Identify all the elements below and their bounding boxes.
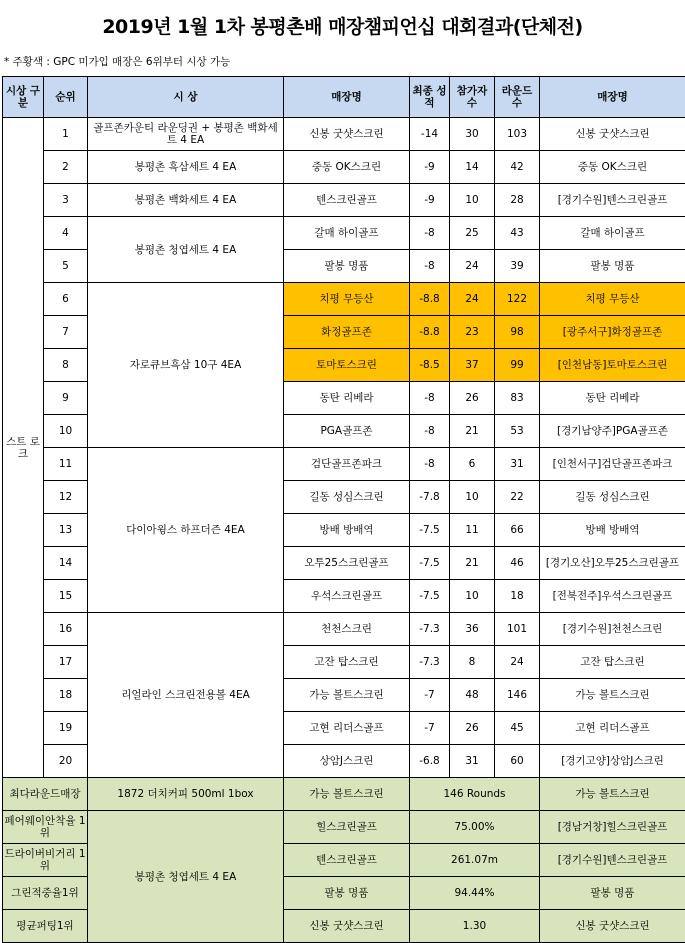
- table-row: [3, 118, 685, 151]
- special-value: 146 Rounds: [410, 778, 540, 811]
- rank-cell: 2: [44, 151, 88, 184]
- results-table: [2, 76, 685, 943]
- store2-cell: 갈매 하이골프: [540, 217, 685, 250]
- store2-cell: 고현 리더스골프: [540, 712, 685, 745]
- store-cell: PGA골프존: [284, 415, 410, 448]
- score-cell: -7: [410, 712, 450, 745]
- rounds-cell: 146: [495, 679, 540, 712]
- prize-cell: 봉평촌 백화세트 4 EA: [88, 184, 284, 217]
- score-cell: -14: [410, 118, 450, 151]
- special-store2: [경남거창]힐스크린골프: [540, 811, 685, 844]
- rank-cell: 10: [44, 415, 88, 448]
- rounds-cell: 28: [495, 184, 540, 217]
- special-label: 최다라운드매장: [3, 778, 88, 811]
- page-title: 2019년 1월 1차 봉평촌배 매장챔피언십 대회결과(단체전): [102, 15, 583, 38]
- participants-cell: 30: [450, 118, 495, 151]
- store-cell: 천천스크린: [284, 613, 410, 646]
- store-cell: 텐스크린골프: [284, 184, 410, 217]
- special-label: 그린적중율1위: [3, 877, 88, 910]
- score-cell: -7.3: [410, 613, 450, 646]
- rounds-cell: 46: [495, 547, 540, 580]
- rounds-cell: 42: [495, 151, 540, 184]
- prize-cell: 골프존카운티 라운딩권 + 봉평촌 백화세트 4 EA: [88, 118, 284, 151]
- store-cell: 우석스크린골프: [284, 580, 410, 613]
- special-prize: 봉평촌 청엽세트 4 EA: [88, 811, 284, 943]
- store2-cell: 신봉 굿샷스크린: [540, 118, 685, 151]
- store-cell: 가능 볼트스크린: [284, 679, 410, 712]
- store-cell: 치평 무등산: [284, 283, 410, 316]
- store-cell: 고현 리더스골프: [284, 712, 410, 745]
- store-cell: 길동 성심스크린: [284, 481, 410, 514]
- special-value: 94.44%: [410, 877, 540, 910]
- prize-cell: 리얼라인 스크린전용볼 4EA: [88, 613, 284, 778]
- category-cell: 스트 로크: [3, 118, 44, 778]
- rank-cell: 12: [44, 481, 88, 514]
- special-value: 75.00%: [410, 811, 540, 844]
- header-row: [3, 77, 685, 118]
- prize-cell: 봉평촌 청엽세트 4 EA: [88, 217, 284, 283]
- store-cell: 중동 OK스크린: [284, 151, 410, 184]
- rank-cell: 19: [44, 712, 88, 745]
- special-row: [3, 811, 685, 844]
- score-cell: -8: [410, 250, 450, 283]
- participants-cell: 24: [450, 283, 495, 316]
- table-row: [3, 184, 685, 217]
- header-store: 매장명: [284, 77, 410, 118]
- prize-cell: 자로큐브흑삼 10구 4EA: [88, 283, 284, 448]
- table-row: [3, 448, 685, 481]
- score-cell: -8: [410, 448, 450, 481]
- rounds-cell: 53: [495, 415, 540, 448]
- header-rounds: 라운드 수: [495, 77, 540, 118]
- rank-cell: 5: [44, 250, 88, 283]
- score-cell: -7.8: [410, 481, 450, 514]
- special-store: 텐스크린골프: [284, 844, 410, 877]
- participants-cell: 10: [450, 481, 495, 514]
- rank-cell: 3: [44, 184, 88, 217]
- header-rank: 순위: [44, 77, 88, 118]
- rank-cell: 14: [44, 547, 88, 580]
- participants-cell: 6: [450, 448, 495, 481]
- special-store: 신봉 굿샷스크린: [284, 910, 410, 943]
- header-store2: 매장명: [540, 77, 685, 118]
- legend-note: * 주황색 : GPC 미가입 매장은 6위부터 시상 가능: [4, 56, 231, 68]
- rank-cell: 9: [44, 382, 88, 415]
- store-cell: 고잔 탑스크린: [284, 646, 410, 679]
- special-label: 드라이버비거리 1위: [3, 844, 88, 877]
- special-store2: [경기수원]텐스크린골프: [540, 844, 685, 877]
- rank-cell: 8: [44, 349, 88, 382]
- participants-cell: 36: [450, 613, 495, 646]
- participants-cell: 10: [450, 184, 495, 217]
- special-store2: 팔봉 명품: [540, 877, 685, 910]
- special-row: [3, 778, 685, 811]
- store-cell: 동탄 리베라: [284, 382, 410, 415]
- header-participants: 참가자 수: [450, 77, 495, 118]
- rounds-cell: 103: [495, 118, 540, 151]
- store-cell: 신봉 굿샷스크린: [284, 118, 410, 151]
- participants-cell: 21: [450, 415, 495, 448]
- participants-cell: 21: [450, 547, 495, 580]
- score-cell: -7.5: [410, 514, 450, 547]
- store2-cell: 팔봉 명품: [540, 250, 685, 283]
- special-label: 평균퍼팅1위: [3, 910, 88, 943]
- store2-cell: [경기수원]텐스크린골프: [540, 184, 685, 217]
- header-score: 최종 성적: [410, 77, 450, 118]
- rounds-cell: 22: [495, 481, 540, 514]
- score-cell: -6.8: [410, 745, 450, 778]
- store-cell: 팔봉 명품: [284, 250, 410, 283]
- rank-cell: 1: [44, 118, 88, 151]
- participants-cell: 10: [450, 580, 495, 613]
- rank-cell: 7: [44, 316, 88, 349]
- rank-cell: 11: [44, 448, 88, 481]
- rank-cell: 20: [44, 745, 88, 778]
- store-cell: 갈매 하이골프: [284, 217, 410, 250]
- rounds-cell: 18: [495, 580, 540, 613]
- participants-cell: 26: [450, 382, 495, 415]
- store2-cell: 치평 무등산: [540, 283, 685, 316]
- store2-cell: [경기남양주]PGA골프존: [540, 415, 685, 448]
- header-prize: 시 상: [88, 77, 284, 118]
- header-category: 시상 구분: [3, 77, 44, 118]
- score-cell: -8.8: [410, 316, 450, 349]
- special-store: 힐스크린골프: [284, 811, 410, 844]
- store2-cell: [광주서구]화정골프존: [540, 316, 685, 349]
- store2-cell: 고잔 탑스크린: [540, 646, 685, 679]
- participants-cell: 26: [450, 712, 495, 745]
- participants-cell: 37: [450, 349, 495, 382]
- participants-cell: 24: [450, 250, 495, 283]
- rank-cell: 16: [44, 613, 88, 646]
- store2-cell: [전북전주]우석스크린골프: [540, 580, 685, 613]
- store-cell: 화정골프존: [284, 316, 410, 349]
- special-store2: 가능 볼트스크린: [540, 778, 685, 811]
- special-value: 261.07m: [410, 844, 540, 877]
- store2-cell: [경기오산]오투25스크린골프: [540, 547, 685, 580]
- special-store: 가능 볼트스크린: [284, 778, 410, 811]
- store2-cell: 가능 볼트스크린: [540, 679, 685, 712]
- store2-cell: [인천남동]토마토스크린: [540, 349, 685, 382]
- participants-cell: 31: [450, 745, 495, 778]
- store-cell: 방배 방배역: [284, 514, 410, 547]
- table-row: [3, 283, 685, 316]
- rounds-cell: 99: [495, 349, 540, 382]
- store2-cell: 길동 성심스크린: [540, 481, 685, 514]
- score-cell: -7.3: [410, 646, 450, 679]
- prize-cell: 다이아윙스 하프더즌 4EA: [88, 448, 284, 613]
- rounds-cell: 60: [495, 745, 540, 778]
- score-cell: -8: [410, 382, 450, 415]
- special-store: 팔봉 명품: [284, 877, 410, 910]
- participants-cell: 8: [450, 646, 495, 679]
- special-store2: 신봉 굿샷스크린: [540, 910, 685, 943]
- rank-cell: 13: [44, 514, 88, 547]
- score-cell: -8.5: [410, 349, 450, 382]
- rounds-cell: 24: [495, 646, 540, 679]
- participants-cell: 14: [450, 151, 495, 184]
- store2-cell: [경기수원]천천스크린: [540, 613, 685, 646]
- rounds-cell: 83: [495, 382, 540, 415]
- store2-cell: 동탄 리베라: [540, 382, 685, 415]
- store2-cell: 방배 방배역: [540, 514, 685, 547]
- rounds-cell: 31: [495, 448, 540, 481]
- rounds-cell: 39: [495, 250, 540, 283]
- participants-cell: 23: [450, 316, 495, 349]
- rank-cell: 4: [44, 217, 88, 250]
- table-row: [3, 613, 685, 646]
- store-cell: 오투25스크린골프: [284, 547, 410, 580]
- special-prize: 1872 더치커피 500ml 1box: [88, 778, 284, 811]
- store2-cell: 중동 OK스크린: [540, 151, 685, 184]
- rounds-cell: 43: [495, 217, 540, 250]
- rounds-cell: 98: [495, 316, 540, 349]
- rank-cell: 17: [44, 646, 88, 679]
- score-cell: -8: [410, 415, 450, 448]
- special-value: 1.30: [410, 910, 540, 943]
- participants-cell: 48: [450, 679, 495, 712]
- rank-cell: 15: [44, 580, 88, 613]
- rank-cell: 6: [44, 283, 88, 316]
- participants-cell: 25: [450, 217, 495, 250]
- rounds-cell: 101: [495, 613, 540, 646]
- score-cell: -8.8: [410, 283, 450, 316]
- score-cell: -9: [410, 184, 450, 217]
- participants-cell: 11: [450, 514, 495, 547]
- store-cell: 상암J스크린: [284, 745, 410, 778]
- store2-cell: [인천서구]검단골프존파크: [540, 448, 685, 481]
- rounds-cell: 122: [495, 283, 540, 316]
- table-row: [3, 151, 685, 184]
- score-cell: -7.5: [410, 580, 450, 613]
- rounds-cell: 45: [495, 712, 540, 745]
- score-cell: -7.5: [410, 547, 450, 580]
- store-cell: 토마토스크린: [284, 349, 410, 382]
- table-row: [3, 217, 685, 250]
- rank-cell: 18: [44, 679, 88, 712]
- rounds-cell: 66: [495, 514, 540, 547]
- score-cell: -9: [410, 151, 450, 184]
- special-label: 페어웨이안착율 1위: [3, 811, 88, 844]
- prize-cell: 봉평촌 흑삼세트 4 EA: [88, 151, 284, 184]
- store2-cell: [경기고양]상암J스크린: [540, 745, 685, 778]
- score-cell: -8: [410, 217, 450, 250]
- score-cell: -7: [410, 679, 450, 712]
- store-cell: 검단골프존파크: [284, 448, 410, 481]
